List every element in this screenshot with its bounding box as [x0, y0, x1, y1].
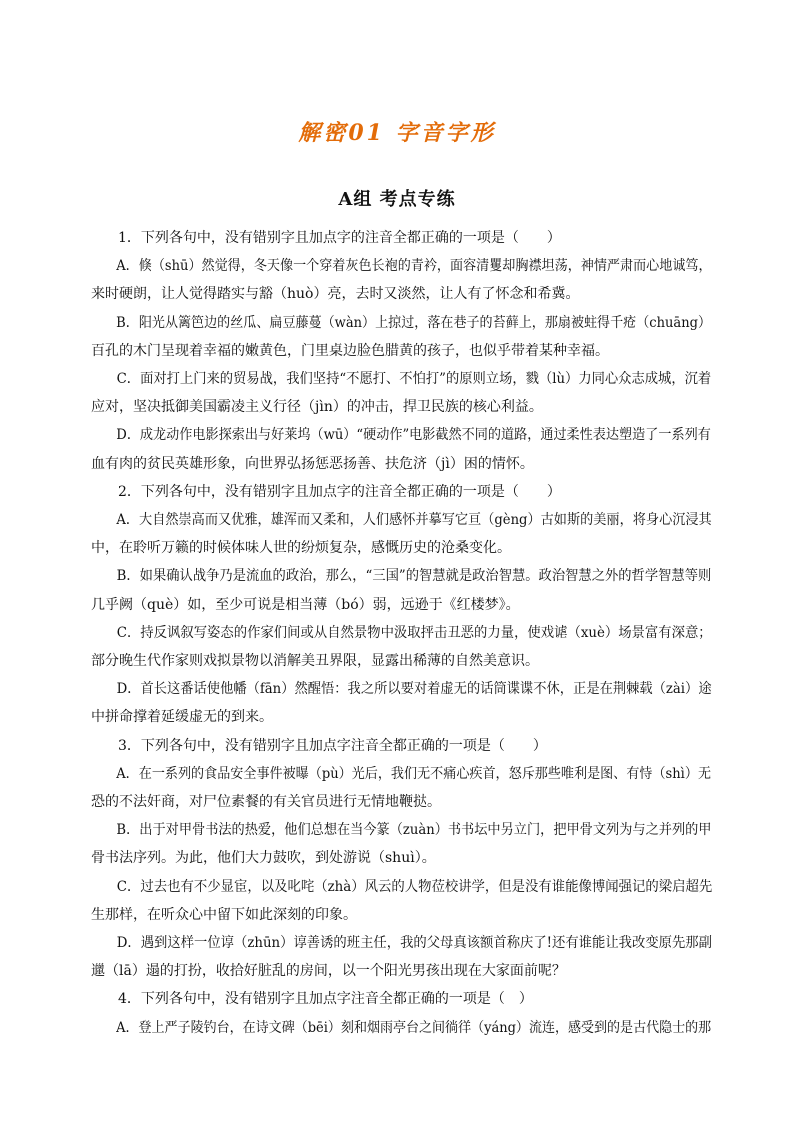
- text-line: B．如果确认战争乃是流血的政治，那么，“三国”的智慧就是政治智慧。政治智慧之外的哲学智慧等则: [116, 568, 712, 585]
- text-line: 邋（lā）遢的打扮，收拾好脏乱的房间，以一个阳光男孩出现在大家面前呢？: [91, 963, 566, 980]
- text-line: 1．下列各句中，没有错别字且加点字的注音全都正确的一项是（ ）: [118, 230, 561, 246]
- text-line: C．过去也有不少显宦，以及叱咤（zhà）风云的人物莅校讲学，但是没有谁能像博闻强记的梁启超先: [116, 878, 713, 895]
- text-line: 几乎阙（què）如，至少可说是相当薄（bó）弱，远逊于《红楼梦》。: [91, 596, 520, 613]
- text-line: A．倏（shū）然觉得，冬天像一个穿着灰色长袍的青衿，面容清矍却胸襟坦荡，神情严肃而心地诚笃，: [116, 258, 712, 275]
- text-line: B．阳光从篱笆边的丝瓜、扁豆藤蔓（wàn）上掠过，落在巷子的苔藓上，那扇被蛀得千疮（chuāng）: [116, 314, 712, 331]
- text-line: 4．下列各句中，没有错别字且加点字注音全都正确的一项是（ ）: [118, 991, 533, 1008]
- text-line: 骨书法序列。为此，他们大力鼓吹，到处游说（shuì）。: [91, 850, 436, 867]
- document-title: 解密01 字音字形: [298, 120, 496, 146]
- text-line: D．首长这番话使他幡（fān）然醒悟：我之所以要对着虚无的话筒谍谍不休，正是在荆棘载（zài）途: [116, 681, 712, 698]
- text-line: 恐的不法奸商，对尸位素餐的有关官员进行无情地鞭挞。: [91, 794, 441, 811]
- text-line: 3．下列各句中，没有错别字且加点字注音全都正确的一项是（ ）: [118, 737, 547, 754]
- text-line: D．成龙动作电影探索出与好莱坞（wū）“硬动作”电影截然不同的道路，通过柔性表达塑造了一系列有: [116, 427, 711, 444]
- text-line: 生那样，在听众心中留下如此深刻的印象。: [91, 906, 357, 923]
- text-line: 应对，坚决抵御美国霸凌主义行径（jìn）的冲击，捍卫民族的核心利益。: [91, 399, 543, 416]
- section-title: A组 考点专练: [338, 189, 456, 210]
- document-body: [91, 224, 713, 1042]
- text-line: A．在一系列的食品安全事件被曝（pù）光后，我们无不痛心疾首，怒斥那些唯利是图、有恃（shì）无: [116, 765, 712, 782]
- text-line: C．持反讽叙写姿态的作家们间或从自然景物中汲取抨击丑恶的力量，使戏谑（xuè）场景富有深意；: [116, 624, 712, 641]
- text-line: C．面对打上门来的贸易战，我们坚持“不愿打、不怕打”的原则立场，戮（lù）力同心众志成城，沉着: [116, 371, 712, 388]
- text-line: D．遇到这样一位谆（zhūn）谆善诱的班主任，我的父母真该额首称庆了!还有谁能让我改变原先那副: [116, 935, 712, 952]
- text-line: 2．下列各句中，没有错别字且加点字的注音全都正确的一项是（ ）: [118, 483, 561, 500]
- text-line: A．登上严子陵钓台，在诗文碑（bēi）刻和烟雨亭台之间徜徉（yáng）流连，感受到的是古代隐士的那: [116, 1019, 712, 1036]
- text-line: A．大自然崇高而又优雅，雄浑而又柔和，人们感怀并摹写它亘（gèng）古如斯的美丽，将身心沉浸其: [116, 512, 712, 529]
- text-line: 部分晚生代作家则戏拟景物以消解美丑界限，显露出稀薄的自然美意识。: [91, 653, 539, 670]
- text-line: 百孔的木门呈现着幸福的嫩黄色，门里桌边脸色腊黄的孩子，也似乎带着某种幸福。: [91, 342, 609, 359]
- text-line: 中，在聆听万籁的时候体味人世的纷烦复杂，感慨历史的沧桑变化。: [91, 540, 511, 557]
- text-line: 中拼命撑着延缓虚无的到来。: [91, 709, 273, 726]
- text-line: 血有肉的贫民英雄形象，向世界弘扬惩恶扬善、扶危济（jì）困的情怀。: [91, 455, 534, 472]
- text-line: B．出于对甲骨书法的热爱，他们总想在当今篆（zuàn）书书坛中另立门，把甲骨文列为与之并列的甲: [116, 822, 712, 839]
- text-line: 来时硬朗，让人觉得踏实与豁（huò）亮，去时又淡然，让人有了怀念和希冀。: [91, 286, 580, 303]
